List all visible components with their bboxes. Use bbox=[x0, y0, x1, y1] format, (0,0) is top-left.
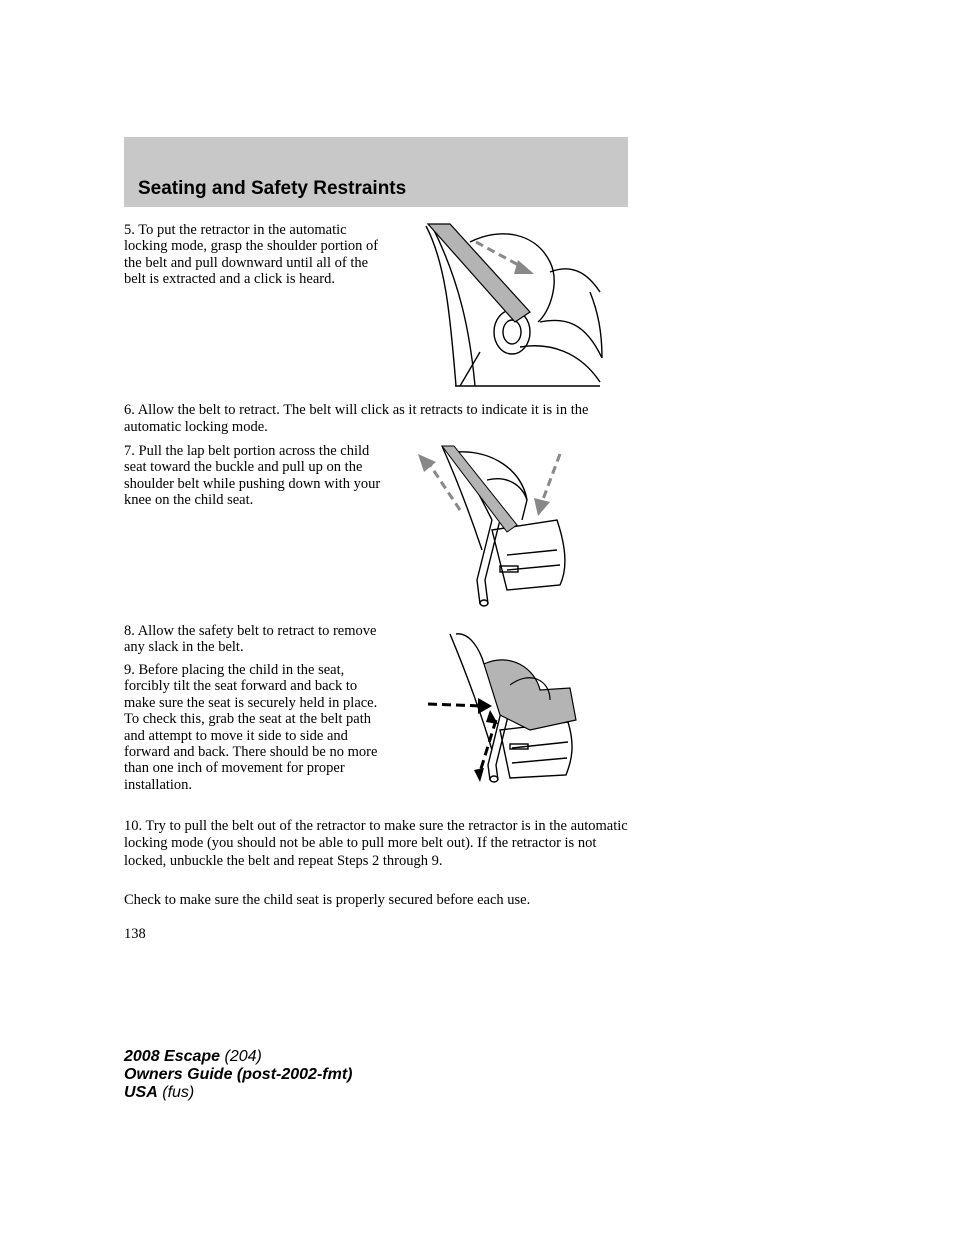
step-10-text: 10. Try to pull the belt out of the retractor to make sure the retractor is in the automatic locking mode (you should not be able to pull more belt out). If the retractor is not locked, unbuckle the belt and repeat Steps 2 through 9. bbox=[124, 818, 628, 869]
step-6-text: 6. Allow the belt to retract. The belt will click as it retracts to indicate it is in the automatic locking mode. bbox=[124, 402, 589, 436]
page-number: 138 bbox=[124, 926, 146, 942]
step-5-text: 5. To put the retractor in the automatic locking mode, grasp the shoulder portion of the belt and pull downward until all of the belt is extracted and a click is heard. bbox=[124, 222, 379, 288]
step-8-text: 8. Allow the safety belt to retract to remove any slack in the belt. bbox=[124, 623, 377, 656]
step-9-text: 9. Before placing the child in the seat, forcibly tilt the seat forward and back to make sure the seat is securely held in place. To check this, grab the seat at the belt path and attempt to move it side to side and forward and back. There should be no more than one inch of movement for proper installation. bbox=[124, 662, 378, 793]
closing-note: Check to make sure the child seat is properly secured before each use. bbox=[124, 892, 531, 908]
document-footer bbox=[124, 1048, 352, 1102]
illustration-seat-tilt-check bbox=[420, 630, 590, 785]
footer-line-2: Owners Guide (post-2002-fmt) bbox=[124, 1066, 353, 1083]
illustration-retractor-pull bbox=[420, 222, 610, 388]
footer-line-1: 2008 Escape (204) bbox=[124, 1048, 262, 1065]
step-7-text: 7. Pull the lap belt portion across the child seat toward the buckle and pull up on the shoulder belt while pushing down with your knee on the child seat. bbox=[124, 443, 381, 509]
section-title: Seating and Safety Restraints bbox=[138, 178, 407, 199]
illustration-lap-belt-pull bbox=[412, 440, 572, 610]
footer-line-3: USA (fus) bbox=[124, 1084, 195, 1101]
